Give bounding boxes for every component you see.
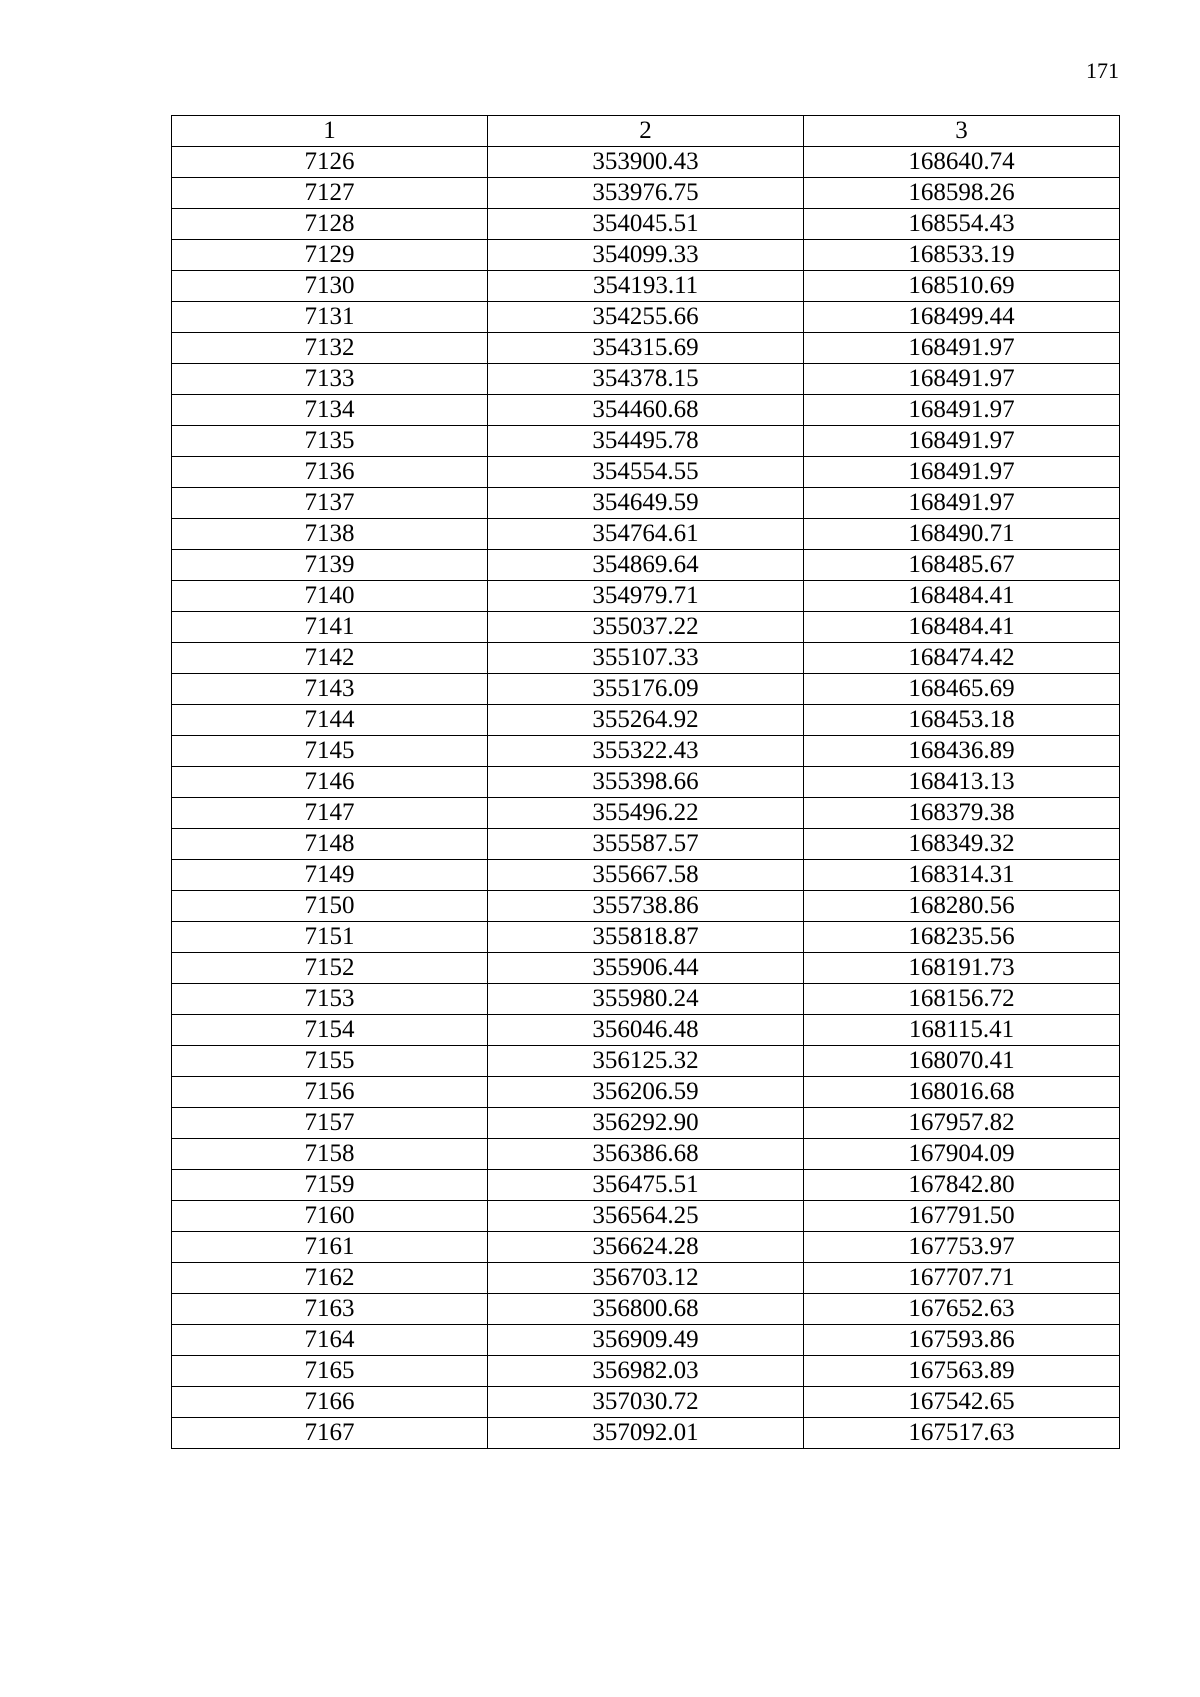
table-cell-col-3: 168436.89 <box>804 736 1120 767</box>
table-cell-col-3: 168533.19 <box>804 240 1120 271</box>
table-cell-col-2: 356564.25 <box>488 1201 804 1232</box>
table-header-row <box>172 116 1120 147</box>
table-row <box>172 798 1120 829</box>
table-row <box>172 1015 1120 1046</box>
table-cell-col-3: 168491.97 <box>804 364 1120 395</box>
table-cell-col-3: 168465.69 <box>804 674 1120 705</box>
table-cell-col-1: 7161 <box>172 1232 488 1263</box>
table-cell-col-3: 167904.09 <box>804 1139 1120 1170</box>
table-cell-col-2: 356292.90 <box>488 1108 804 1139</box>
table-body <box>172 147 1120 1449</box>
table-cell-col-1: 7151 <box>172 922 488 953</box>
table-row <box>172 302 1120 333</box>
table-row <box>172 1046 1120 1077</box>
table-cell-col-2: 355906.44 <box>488 953 804 984</box>
table-cell-col-1: 7164 <box>172 1325 488 1356</box>
table-cell-col-1: 7133 <box>172 364 488 395</box>
table-cell-col-1: 7134 <box>172 395 488 426</box>
table-cell-col-3: 167542.65 <box>804 1387 1120 1418</box>
table-cell-col-2: 354255.66 <box>488 302 804 333</box>
table-cell-col-3: 168484.41 <box>804 612 1120 643</box>
table-cell-col-1: 7131 <box>172 302 488 333</box>
table-cell-col-3: 168640.74 <box>804 147 1120 178</box>
column-header-1: 1 <box>172 116 488 147</box>
table-row <box>172 457 1120 488</box>
table-row <box>172 1263 1120 1294</box>
table-cell-col-1: 7146 <box>172 767 488 798</box>
table-cell-col-1: 7132 <box>172 333 488 364</box>
table-cell-col-3: 168070.41 <box>804 1046 1120 1077</box>
table-cell-col-2: 355176.09 <box>488 674 804 705</box>
table-cell-col-1: 7156 <box>172 1077 488 1108</box>
table-row <box>172 736 1120 767</box>
table-row <box>172 1325 1120 1356</box>
table-cell-col-2: 354193.11 <box>488 271 804 302</box>
table-cell-col-3: 167517.63 <box>804 1418 1120 1449</box>
table-row <box>172 674 1120 705</box>
table-cell-col-2: 356703.12 <box>488 1263 804 1294</box>
table-row <box>172 178 1120 209</box>
table-cell-col-3: 168016.68 <box>804 1077 1120 1108</box>
table-header <box>172 116 1120 147</box>
table-cell-col-1: 7154 <box>172 1015 488 1046</box>
table-row <box>172 612 1120 643</box>
table-cell-col-2: 355107.33 <box>488 643 804 674</box>
table-cell-col-3: 168485.67 <box>804 550 1120 581</box>
table-cell-col-1: 7126 <box>172 147 488 178</box>
column-header-2: 2 <box>488 116 804 147</box>
table-cell-col-3: 167957.82 <box>804 1108 1120 1139</box>
table-cell-col-1: 7139 <box>172 550 488 581</box>
table-cell-col-2: 355037.22 <box>488 612 804 643</box>
table-cell-col-3: 168191.73 <box>804 953 1120 984</box>
table-cell-col-1: 7145 <box>172 736 488 767</box>
table-cell-col-1: 7140 <box>172 581 488 612</box>
table-cell-col-1: 7147 <box>172 798 488 829</box>
table-row <box>172 488 1120 519</box>
table-row <box>172 1170 1120 1201</box>
table-cell-col-3: 168280.56 <box>804 891 1120 922</box>
table-cell-col-2: 355264.92 <box>488 705 804 736</box>
table-cell-col-3: 167563.89 <box>804 1356 1120 1387</box>
table-cell-col-1: 7130 <box>172 271 488 302</box>
table-cell-col-3: 168349.32 <box>804 829 1120 860</box>
table-row <box>172 209 1120 240</box>
table-cell-col-3: 168554.43 <box>804 209 1120 240</box>
table-cell-col-2: 355322.43 <box>488 736 804 767</box>
table-cell-col-1: 7137 <box>172 488 488 519</box>
table-cell-col-1: 7149 <box>172 860 488 891</box>
table-row <box>172 550 1120 581</box>
table-row <box>172 891 1120 922</box>
table-cell-col-2: 356125.32 <box>488 1046 804 1077</box>
table-cell-col-2: 356982.03 <box>488 1356 804 1387</box>
table-cell-col-1: 7127 <box>172 178 488 209</box>
table-row <box>172 1077 1120 1108</box>
table-row <box>172 1108 1120 1139</box>
table-cell-col-2: 353976.75 <box>488 178 804 209</box>
table-cell-col-3: 168491.97 <box>804 488 1120 519</box>
table-cell-col-3: 168235.56 <box>804 922 1120 953</box>
table-cell-col-2: 356475.51 <box>488 1170 804 1201</box>
table-cell-col-3: 168491.97 <box>804 457 1120 488</box>
table-cell-col-3: 168314.31 <box>804 860 1120 891</box>
table-cell-col-3: 168413.13 <box>804 767 1120 798</box>
table-cell-col-2: 357030.72 <box>488 1387 804 1418</box>
table-cell-col-2: 356624.28 <box>488 1232 804 1263</box>
table-cell-col-1: 7148 <box>172 829 488 860</box>
table-cell-col-2: 354460.68 <box>488 395 804 426</box>
table-cell-col-1: 7155 <box>172 1046 488 1077</box>
table-cell-col-2: 354495.78 <box>488 426 804 457</box>
table-cell-col-1: 7158 <box>172 1139 488 1170</box>
table-cell-col-3: 168474.42 <box>804 643 1120 674</box>
table-row <box>172 581 1120 612</box>
table-cell-col-2: 354764.61 <box>488 519 804 550</box>
table-cell-col-1: 7160 <box>172 1201 488 1232</box>
table-row <box>172 333 1120 364</box>
table-row <box>172 984 1120 1015</box>
table-cell-col-1: 7159 <box>172 1170 488 1201</box>
table-cell-col-3: 168499.44 <box>804 302 1120 333</box>
table-cell-col-2: 355398.66 <box>488 767 804 798</box>
table-row <box>172 519 1120 550</box>
table-cell-col-1: 7128 <box>172 209 488 240</box>
table-cell-col-3: 168156.72 <box>804 984 1120 1015</box>
table-cell-col-3: 167791.50 <box>804 1201 1120 1232</box>
table-cell-col-1: 7167 <box>172 1418 488 1449</box>
table-cell-col-3: 167652.63 <box>804 1294 1120 1325</box>
table-cell-col-3: 168598.26 <box>804 178 1120 209</box>
table-row <box>172 1201 1120 1232</box>
table-row <box>172 643 1120 674</box>
table-row <box>172 1356 1120 1387</box>
table-row <box>172 364 1120 395</box>
table-row <box>172 240 1120 271</box>
table-cell-col-2: 356909.49 <box>488 1325 804 1356</box>
table-cell-col-2: 354554.55 <box>488 457 804 488</box>
table-cell-col-3: 168491.97 <box>804 426 1120 457</box>
table-row <box>172 767 1120 798</box>
table-row <box>172 860 1120 891</box>
table-cell-col-2: 354099.33 <box>488 240 804 271</box>
table-cell-col-1: 7152 <box>172 953 488 984</box>
table-cell-col-2: 356046.48 <box>488 1015 804 1046</box>
table-cell-col-2: 356386.68 <box>488 1139 804 1170</box>
table-cell-col-1: 7150 <box>172 891 488 922</box>
coordinates-table <box>171 115 1120 1449</box>
table-cell-col-3: 168491.97 <box>804 395 1120 426</box>
table-cell-col-3: 168379.38 <box>804 798 1120 829</box>
table-cell-col-1: 7138 <box>172 519 488 550</box>
table-cell-col-2: 355667.58 <box>488 860 804 891</box>
table-row <box>172 1139 1120 1170</box>
table-cell-col-2: 355587.57 <box>488 829 804 860</box>
table-row <box>172 1232 1120 1263</box>
table-cell-col-2: 354378.15 <box>488 364 804 395</box>
table-cell-col-3: 168510.69 <box>804 271 1120 302</box>
page-number: 171 <box>1086 58 1119 83</box>
table-cell-col-2: 354649.59 <box>488 488 804 519</box>
table-row <box>172 953 1120 984</box>
table-cell-col-3: 168491.97 <box>804 333 1120 364</box>
table-cell-col-2: 354045.51 <box>488 209 804 240</box>
table-cell-col-2: 354315.69 <box>488 333 804 364</box>
table-cell-col-2: 357092.01 <box>488 1418 804 1449</box>
table-cell-col-1: 7142 <box>172 643 488 674</box>
table-row <box>172 1294 1120 1325</box>
table-cell-col-2: 354979.71 <box>488 581 804 612</box>
table-row <box>172 705 1120 736</box>
table-cell-col-1: 7166 <box>172 1387 488 1418</box>
table-cell-col-2: 355496.22 <box>488 798 804 829</box>
table-cell-col-3: 167707.71 <box>804 1263 1120 1294</box>
table-cell-col-3: 167753.97 <box>804 1232 1120 1263</box>
table-cell-col-1: 7144 <box>172 705 488 736</box>
table-cell-col-3: 167593.86 <box>804 1325 1120 1356</box>
table-row <box>172 829 1120 860</box>
table-cell-col-1: 7165 <box>172 1356 488 1387</box>
table-cell-col-2: 354869.64 <box>488 550 804 581</box>
table-cell-col-1: 7129 <box>172 240 488 271</box>
table-cell-col-2: 355980.24 <box>488 984 804 1015</box>
table-row <box>172 271 1120 302</box>
table-cell-col-2: 355818.87 <box>488 922 804 953</box>
table-row <box>172 1418 1120 1449</box>
table-row <box>172 1387 1120 1418</box>
table-cell-col-1: 7157 <box>172 1108 488 1139</box>
table-cell-col-1: 7162 <box>172 1263 488 1294</box>
table-cell-col-1: 7136 <box>172 457 488 488</box>
table-cell-col-2: 355738.86 <box>488 891 804 922</box>
table-cell-col-3: 168490.71 <box>804 519 1120 550</box>
table-row <box>172 922 1120 953</box>
table-cell-col-3: 168115.41 <box>804 1015 1120 1046</box>
column-header-3: 3 <box>804 116 1120 147</box>
table-cell-col-1: 7141 <box>172 612 488 643</box>
table-cell-col-3: 167842.80 <box>804 1170 1120 1201</box>
table-cell-col-1: 7153 <box>172 984 488 1015</box>
table-cell-col-1: 7143 <box>172 674 488 705</box>
table-cell-col-2: 356206.59 <box>488 1077 804 1108</box>
table-cell-col-1: 7135 <box>172 426 488 457</box>
table-cell-col-3: 168453.18 <box>804 705 1120 736</box>
table-cell-col-2: 356800.68 <box>488 1294 804 1325</box>
table-cell-col-2: 353900.43 <box>488 147 804 178</box>
table-row <box>172 426 1120 457</box>
table-cell-col-3: 168484.41 <box>804 581 1120 612</box>
table-cell-col-1: 7163 <box>172 1294 488 1325</box>
table-row <box>172 147 1120 178</box>
table-row <box>172 395 1120 426</box>
